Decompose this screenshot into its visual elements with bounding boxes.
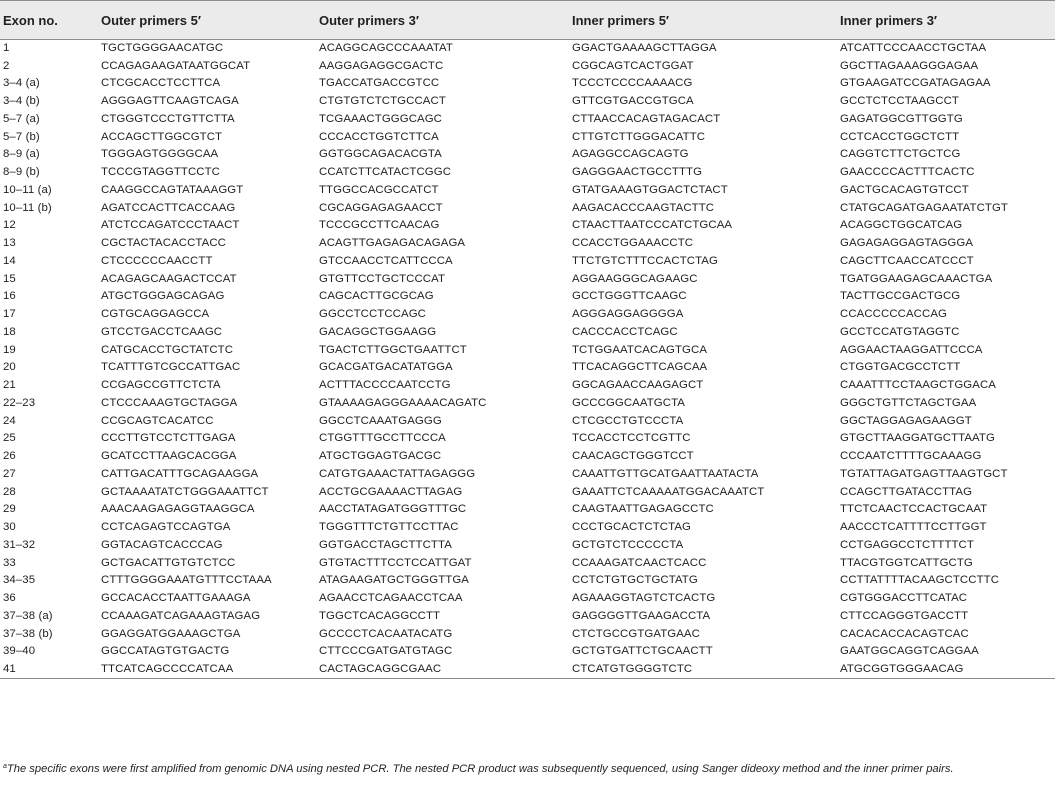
table-row: [0, 75, 1055, 93]
cell-inner-primer-5: AGAGGCCAGCAGTG: [572, 148, 689, 161]
table-footnote: [3, 759, 1048, 777]
cell-inner-primer-5: CAACAGCTGGGTCCT: [572, 450, 694, 463]
cell-inner-primer-3: GTGAAGATCCGATAGAGAA: [840, 77, 991, 90]
cell-outer-primer-3: GGTGGCAGACACGTA: [319, 148, 442, 161]
cell-inner-primer-3: CAGGTCTTCTGCTCG: [840, 148, 961, 161]
footnote-text: The specific exons were first amplified from genomic DNA using nested PCR. The nested PCR product was subsequently sequenced, using Sanger dideoxy method and the inner primer pairs.: [6, 763, 954, 775]
cell-outer-primer-3: CTGGTTTGCCTTCCCA: [319, 432, 446, 445]
table-row: [0, 608, 1055, 626]
table-row: [0, 625, 1055, 643]
cell-inner-primer-3: CTATGCAGATGAGAATATCTGT: [840, 201, 1008, 214]
cell-inner-primer-5: GAGGGAACTGCCTTTG: [572, 166, 703, 179]
cell-exon-no: 37–38 (a): [3, 609, 53, 622]
cell-inner-primer-3: CAGCTTCAACCATCCCT: [840, 254, 974, 267]
cell-inner-primer-3: GAGAGAGGAGTAGGGA: [840, 237, 974, 250]
cell-inner-primer-3: CACACACCACAGTCAC: [840, 627, 969, 640]
cell-exon-no: 24: [3, 414, 16, 427]
cell-outer-primer-5: CTCCCAAAGTGCTAGGA: [101, 396, 238, 409]
cell-outer-primer-3: TCGAAACTGGGCAGC: [319, 112, 443, 125]
cell-exon-no: 1: [3, 42, 10, 55]
cell-inner-primer-3: GACTGCACAGTGTCCT: [840, 183, 969, 196]
cell-inner-primer-3: ACAGGCTGGCATCAG: [840, 219, 963, 232]
cell-inner-primer-3: GTGCTTAAGGATGCTTAATG: [840, 432, 995, 445]
cell-inner-primer-5: CCACCTGGAAACCTC: [572, 237, 694, 250]
cell-outer-primer-3: GTAAAAGAGGGAAAACAGATC: [319, 396, 487, 409]
cell-outer-primer-5: GCTGACATTGTGTCTCC: [101, 556, 236, 569]
cell-outer-primer-5: ACCAGCTTGGCGTCT: [101, 130, 223, 143]
cell-exon-no: 5–7 (b): [3, 130, 40, 143]
cell-inner-primer-5: CCCTGCACTCTCTAG: [572, 521, 691, 534]
cell-exon-no: 36: [3, 592, 16, 605]
table-row: [0, 93, 1055, 111]
cell-inner-primer-3: CCTGAGGCCTCTTTTCT: [840, 538, 974, 551]
cell-inner-primer-3: GGCTAGGAGAGAAGGT: [840, 414, 972, 427]
table-row: [0, 182, 1055, 200]
cell-inner-primer-5: AAGACACCCAAGTACTTC: [572, 201, 715, 214]
table-row: [0, 554, 1055, 572]
cell-inner-primer-5: GCCCGGCAATGCTA: [572, 396, 685, 409]
cell-inner-primer-5: CTAACTTAATCCCATCTGCAA: [572, 219, 733, 232]
cell-outer-primer-5: ACAGAGCAAGACTCCAT: [101, 272, 237, 285]
cell-outer-primer-3: ACAGTTGAGAGACAGAGA: [319, 237, 466, 250]
cell-inner-primer-3: CGTGGGACCTTCATAC: [840, 592, 968, 605]
cell-exon-no: 34–35: [3, 574, 36, 587]
cell-inner-primer-5: CGGCAGTCACTGGAT: [572, 59, 694, 72]
cell-outer-primer-3: TGGGTTTCTGTTCCTTAC: [319, 521, 459, 534]
cell-outer-primer-3: CACTAGCAGGCGAAC: [316, 661, 569, 679]
cell-outer-primer-5: TGCTGGGGAACATGC: [101, 42, 224, 55]
table-row: [0, 377, 1055, 395]
cell-outer-primer-5: CGCTACTACACCTACC: [101, 237, 226, 250]
cell-outer-primer-5: ATCTCCAGATCCCTAACT: [101, 219, 240, 232]
cell-exon-no: 10–11 (b): [3, 201, 52, 214]
cell-inner-primer-3: ATCATTCCCAACCTGCTAA: [840, 42, 987, 55]
cell-exon-no: 26: [3, 450, 16, 463]
cell-exon-no: 28: [3, 485, 16, 498]
table-row: [0, 448, 1055, 466]
cell-inner-primer-5: TCCCTCCCCAAAACG: [572, 77, 693, 90]
cell-inner-primer-3: AACCCTCATTTTCCTTGGT: [840, 521, 987, 534]
cell-exon-no: 5–7 (a): [3, 112, 40, 125]
cell-outer-primer-3: CATGTGAAACTATTAGAGGG: [319, 467, 476, 480]
cell-outer-primer-3: AGAACCTCAGAACCTCAA: [319, 592, 463, 605]
cell-outer-primer-5: TGGGAGTGGGGCAA: [101, 148, 219, 161]
cell-inner-primer-5: AGGGAGGAGGGGA: [572, 308, 684, 321]
cell-inner-primer-5: GCTGTCTCCCCCTA: [572, 538, 684, 551]
table-row: [0, 270, 1055, 288]
cell-outer-primer-3: CGCAGGAGAGAACCT: [319, 201, 443, 214]
cell-inner-primer-5: CACCCACCTCAGC: [572, 325, 678, 338]
cell-exon-no: 12: [3, 219, 16, 232]
cell-outer-primer-3: TGACTCTTGGCTGAATTCT: [319, 343, 467, 356]
cell-outer-primer-5: ATGCTGGGAGCAGAG: [101, 290, 225, 303]
cell-outer-primer-3: CAGCACTTGCGCAG: [319, 290, 434, 303]
cell-exon-no: 15: [3, 272, 16, 285]
table-row: [0, 306, 1055, 324]
cell-outer-primer-5: CTGGGTCCCTGTTCTTA: [101, 112, 235, 125]
cell-outer-primer-3: ATGCTGGAGTGACGC: [319, 450, 442, 463]
cell-exon-no: 21: [3, 379, 16, 392]
cell-exon-no: 22–23: [3, 396, 36, 409]
cell-inner-primer-5: CTTGTCTTGGGACATTC: [572, 130, 706, 143]
cell-exon-no: 31–32: [3, 538, 36, 551]
cell-outer-primer-5: GCCACACCTAATTGAAAGA: [101, 592, 251, 605]
table-row: [0, 661, 1055, 679]
cell-inner-primer-3: GAATGGCAGGTCAGGAA: [840, 645, 979, 658]
cell-outer-primer-5: CCGAGCCGTTCTCTA: [101, 379, 221, 392]
cell-outer-primer-5: AGATCCACTTCACCAAG: [101, 201, 236, 214]
cell-outer-primer-5: CAAGGCCAGTATAAAGGT: [101, 183, 244, 196]
cell-inner-primer-3: CTGGTGACGCCTCTT: [840, 361, 961, 374]
cell-inner-primer-5: GCTGTGATTCTGCAACTT: [572, 645, 713, 658]
cell-inner-primer-5: TTCTGTCTTTCCACTCTAG: [572, 254, 718, 267]
table-row: [0, 572, 1055, 590]
cell-inner-primer-5: CCTCTGTGCTGCTATG: [572, 574, 698, 587]
cell-outer-primer-5: CTCGCACCTCCTTCA: [101, 77, 221, 90]
table-row: [0, 40, 1055, 58]
cell-inner-primer-5: GAAATTCTCAAAAATGGACAAATCT: [572, 485, 765, 498]
cell-outer-primer-5: GGTACAGTCACCCAG: [101, 538, 223, 551]
table-row: [0, 324, 1055, 342]
table-row: [0, 430, 1055, 448]
table-row: [0, 217, 1055, 235]
cell-inner-primer-3: TTACGTGGTCATTGCTG: [840, 556, 973, 569]
cell-inner-primer-3: CCCAATCTTTTGCAAAGG: [840, 450, 982, 463]
cell-inner-primer-5: TCCACCTCCTCGTTC: [572, 432, 691, 445]
cell-inner-primer-5: AGGAAGGGCAGAAGC: [572, 272, 698, 285]
cell-inner-primer-3: CAAATTTCCTAAGCTGGACA: [840, 379, 996, 392]
cell-exon-no: 14: [3, 254, 16, 267]
cell-outer-primer-5: CCTCAGAGTCCAGTGA: [101, 521, 231, 534]
cell-exon-no: 41: [0, 661, 98, 679]
cell-outer-primer-3: TCCCGCCTTCAACAG: [319, 219, 440, 232]
cell-outer-primer-5: TCATTTGTCGCCATTGAC: [101, 361, 241, 374]
cell-outer-primer-3: GCACGATGACATATGGA: [319, 361, 453, 374]
cell-inner-primer-5: CAAGTAATTGAGAGCCTC: [572, 503, 714, 516]
cell-exon-no: 27: [3, 467, 16, 480]
cell-outer-primer-3: CTTCCCGATGATGTAGC: [319, 645, 453, 658]
cell-inner-primer-5: GCCTGGGTTCAAGC: [572, 290, 687, 303]
cell-exon-no: 3–4 (a): [3, 77, 40, 90]
table-row: [0, 643, 1055, 661]
table-row: [0, 395, 1055, 413]
cell-outer-primer-5: CATTGACATTTGCAGAAGGA: [101, 467, 259, 480]
table-row: [0, 537, 1055, 555]
cell-outer-primer-5: CGTGCAGGAGCCA: [101, 308, 210, 321]
cell-outer-primer-3: ATAGAAGATGCTGGGTTGA: [319, 574, 469, 587]
table-row: [0, 359, 1055, 377]
table-row: [0, 128, 1055, 146]
cell-inner-primer-5: TCTGGAATCACAGTGCA: [572, 343, 708, 356]
table-row: [0, 501, 1055, 519]
cell-exon-no: 33: [3, 556, 16, 569]
cell-inner-primer-3: CTTCCAGGGTGACCTT: [840, 609, 969, 622]
cell-exon-no: 37–38 (b): [3, 627, 53, 640]
cell-inner-primer-3: GGGCTGTTCTAGCTGAA: [840, 396, 977, 409]
cell-exon-no: 39–40: [3, 645, 36, 658]
cell-inner-primer-5: CTCATGTGGGGTCTC: [569, 661, 837, 679]
cell-outer-primer-5: GGAGGATGGAAAGCTGA: [101, 627, 241, 640]
cell-outer-primer-5: GCATCCTTAAGCACGGA: [101, 450, 237, 463]
cell-outer-primer-5: CTTTGGGGAAATGTTTCCTAAA: [101, 574, 272, 587]
table-row: [0, 412, 1055, 430]
table-row: [0, 466, 1055, 484]
cell-inner-primer-3: TACTTGCCGACTGCG: [840, 290, 961, 303]
cell-inner-primer-3: TTCTCAACTCCACTGCAAT: [840, 503, 988, 516]
cell-outer-primer-3: TGGCTCACAGGCCTT: [319, 609, 441, 622]
cell-inner-primer-5: CCAAAGATCAACTCACC: [572, 556, 707, 569]
cell-inner-primer-5: CAAATTGTTGCATGAATTAATACTA: [572, 467, 759, 480]
table-row: [0, 519, 1055, 537]
cell-exon-no: 19: [3, 343, 16, 356]
cell-outer-primer-3: GACAGGCTGGAAGG: [319, 325, 437, 338]
cell-outer-primer-3: GTGTTCCTGCTCCCAT: [319, 272, 446, 285]
cell-outer-primer-3: GGCCTCCTCCAGC: [319, 308, 426, 321]
header-exon-no: Exon no.: [0, 1, 98, 40]
table-body: [0, 40, 1055, 679]
cell-outer-primer-5: GTCCTGACCTCAAGC: [101, 325, 223, 338]
table-row: [0, 341, 1055, 359]
cell-exon-no: 10–11 (a): [3, 183, 52, 196]
cell-exon-no: 8–9 (b): [3, 166, 40, 179]
cell-outer-primer-5: TCCCGTAGGTTCCTC: [101, 166, 220, 179]
header-outer-primers-5: Outer primers 5′: [98, 1, 316, 40]
cell-inner-primer-3: CCACCCCCACCAG: [840, 308, 947, 321]
cell-outer-primer-5: CCCTTGTCCTCTTGAGA: [101, 432, 236, 445]
cell-inner-primer-3: TGTATTAGATGAGTTAAGTGCT: [840, 467, 1008, 480]
cell-inner-primer-3: CCTCACCTGGCTCTT: [840, 130, 960, 143]
cell-outer-primer-3: ACAGGCAGCCCAAATAT: [319, 42, 453, 55]
cell-inner-primer-3: TGATGGAAGAGCAAACTGA: [840, 272, 993, 285]
cell-outer-primer-5: CATGCACCTGCTATCTC: [101, 343, 234, 356]
cell-exon-no: 18: [3, 325, 16, 338]
cell-outer-primer-5: CCAAAGATCAGAAAGTAGAG: [101, 609, 261, 622]
cell-outer-primer-3: ACCTGCGAAAACTTAGAG: [319, 485, 463, 498]
cell-exon-no: 25: [3, 432, 16, 445]
cell-outer-primer-3: GGTGACCTAGCTTCTTA: [319, 538, 452, 551]
cell-outer-primer-3: CCCACCTGGTCTTCA: [319, 130, 439, 143]
table-row: [0, 590, 1055, 608]
cell-inner-primer-3: AGGAACTAAGGATTCCCA: [840, 343, 983, 356]
cell-outer-primer-5: CCAGAGAAGATAATGGCAT: [101, 59, 251, 72]
table-row: [0, 111, 1055, 129]
cell-outer-primer-3: TGACCATGACCGTCC: [319, 77, 440, 90]
cell-exon-no: 16: [3, 290, 16, 303]
cell-exon-no: 29: [3, 503, 16, 516]
cell-inner-primer-3: ATGCGGTGGGAACAG: [837, 661, 1055, 679]
cell-exon-no: 3–4 (b): [3, 95, 40, 108]
table-row: [0, 288, 1055, 306]
table-header: [0, 1, 1055, 40]
cell-outer-primer-5: GGCCATAGTGTGACTG: [101, 645, 230, 658]
footnote-marker: a: [3, 763, 7, 770]
cell-inner-primer-5: CTCGCCTGTCCCTA: [572, 414, 684, 427]
header-row: [0, 1, 1055, 40]
cell-inner-primer-5: GTTCGTGACCGTGCA: [572, 95, 694, 108]
cell-outer-primer-5: GCTAAAATATCTGGGAAATTCT: [101, 485, 269, 498]
cell-exon-no: 30: [3, 521, 16, 534]
cell-inner-primer-3: GAACCCCACTTTCACTC: [840, 166, 975, 179]
cell-inner-primer-3: GCCTCCATGTAGGTC: [840, 325, 960, 338]
cell-inner-primer-3: GGCTTAGAAAGGGAGAA: [840, 59, 979, 72]
cell-inner-primer-5: TTCACAGGCTTCAGCAA: [572, 361, 708, 374]
header-inner-primers-5: Inner primers 5′: [569, 1, 837, 40]
cell-outer-primer-5: CCGCAGTCACATCC: [101, 414, 214, 427]
cell-outer-primer-3: AAGGAGAGGCGACTC: [319, 59, 444, 72]
cell-exon-no: 20: [3, 361, 16, 374]
table-row: [0, 483, 1055, 501]
cell-outer-primer-3: CTGTGTCTCTGCCACT: [319, 95, 446, 108]
cell-outer-primer-3: GTCCAACCTCATTCCCA: [319, 254, 453, 267]
cell-inner-primer-3: CCTTATTTTACAAGCTCCTTC: [840, 574, 1000, 587]
cell-outer-primer-5: CTCCCCCCAACCTT: [101, 254, 213, 267]
cell-outer-primer-5: AGGGAGTTCAAGTCAGA: [101, 95, 239, 108]
cell-exon-no: 8–9 (a): [3, 148, 40, 161]
cell-inner-primer-3: GCCTCTCCTAAGCCT: [840, 95, 959, 108]
cell-inner-primer-3: CCAGCTTGATACCTTAG: [840, 485, 973, 498]
cell-outer-primer-3: GGCCTCAAATGAGGG: [319, 414, 442, 427]
cell-inner-primer-5: GAGGGGTTGAAGACCTA: [572, 609, 711, 622]
cell-outer-primer-5: AAACAAGAGAGGTAAGGCA: [101, 503, 255, 516]
header-inner-primers-3: Inner primers 3′: [837, 1, 1055, 40]
cell-exon-no: 2: [3, 59, 10, 72]
cell-outer-primer-3: GTGTACTTTCCTCCATTGAT: [319, 556, 472, 569]
cell-inner-primer-5: CTTAACCACAGTAGACACT: [572, 112, 721, 125]
cell-outer-primer-3: ACTTTACCCCAATCCTG: [319, 379, 451, 392]
cell-inner-primer-5: GGCAGAACCAAGAGCT: [572, 379, 704, 392]
table-row: [0, 164, 1055, 182]
cell-outer-primer-3: AACCTATAGATGGGTTTGC: [319, 503, 467, 516]
table-row: [0, 146, 1055, 164]
cell-outer-primer-3: TTGGCCACGCCATCT: [319, 183, 439, 196]
cell-inner-primer-5: CTCTGCCGTGATGAAC: [572, 627, 700, 640]
table-row: [0, 235, 1055, 253]
cell-exon-no: 13: [3, 237, 16, 250]
cell-outer-primer-3: GCCCCTCACAATACATG: [319, 627, 453, 640]
cell-outer-primer-5: TTCATCAGCCCCATCAA: [98, 661, 316, 679]
cell-inner-primer-5: GGACTGAAAAGCTTAGGA: [572, 42, 717, 55]
table-row: [0, 199, 1055, 217]
table-row: [0, 57, 1055, 75]
cell-inner-primer-3: GAGATGGCGTTGGTG: [840, 112, 963, 125]
cell-inner-primer-5: AGAAAGGTAGTCTCACTG: [572, 592, 716, 605]
cell-inner-primer-5: GTATGAAAGTGGACTCTACT: [572, 183, 728, 196]
header-outer-primers-3: Outer primers 3′: [316, 1, 569, 40]
table-row: [0, 253, 1055, 271]
cell-outer-primer-3: CCATCTTCATACTCGGC: [319, 166, 452, 179]
cell-exon-no: 17: [3, 308, 16, 321]
